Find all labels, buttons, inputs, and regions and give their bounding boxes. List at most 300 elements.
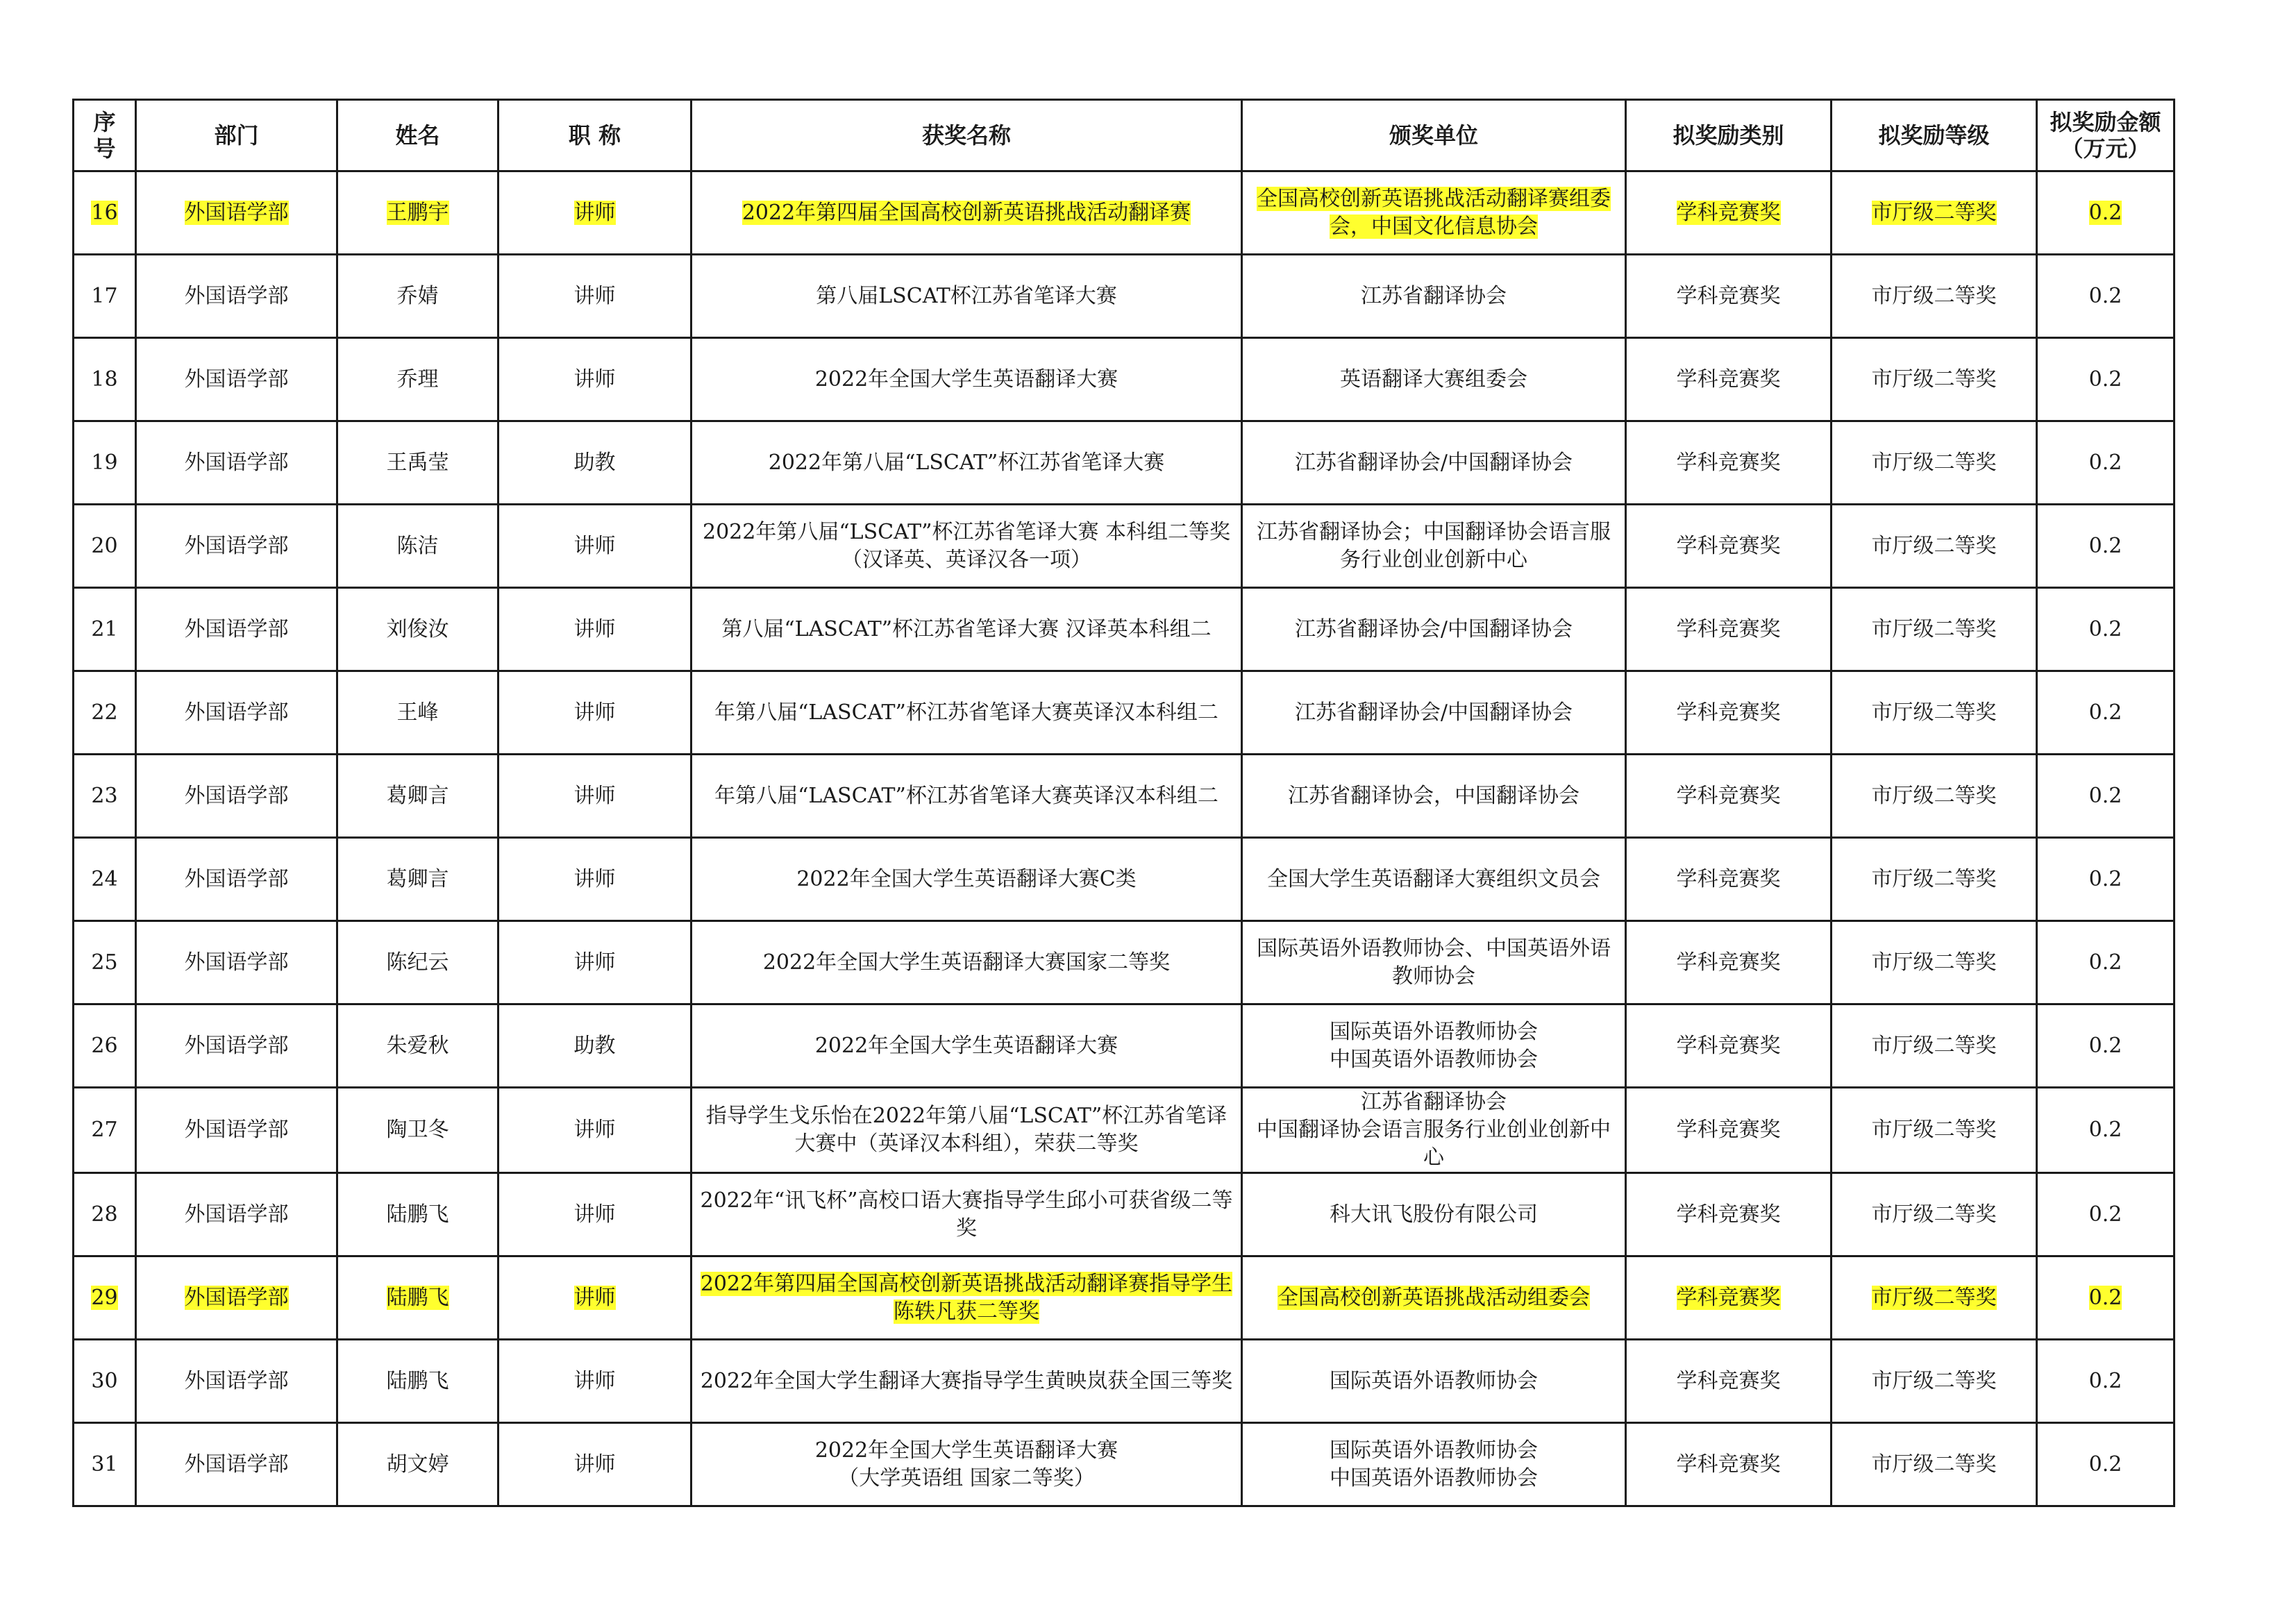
cell-issuer-text: 江苏省翻译协会 中国翻译协会语言服务行业创业创新中心 [1257,1090,1611,1170]
cell-dept [136,171,337,255]
cell-name [337,421,498,505]
cell-name-text: 陈纪云 [386,950,449,975]
cell-level [1832,671,2037,755]
cell-level-text: 市厅级二等奖 [1871,1202,1997,1227]
cell-dept [136,338,337,421]
cell-issuer [1242,505,1626,588]
cell-category-text: 学科竞赛奖 [1676,283,1781,308]
cell-title-text: 讲师 [573,783,616,808]
cell-dept-text: 外国语学部 [184,450,289,475]
cell-issuer-text: 江苏省翻译协会，中国翻译协会 [1288,783,1579,808]
cell-name [337,338,498,421]
cell-award-text: 2022年第八届“LSCAT”杯江苏省笔译大赛 [768,450,1165,475]
cell-amount [2037,1256,2175,1340]
header-row [74,100,2175,171]
cell-dept [136,588,337,671]
cell-level-text: 市厅级二等奖 [1871,1368,1997,1393]
cell-dept-text: 外国语学部 [184,1285,289,1310]
cell-name-text: 胡文婷 [386,1452,449,1477]
cell-amount-text: 0.2 [2088,866,2122,891]
cell-issuer-text: 全国高校创新英语挑战活动翻译赛组委会，中国文化信息协会 [1257,186,1611,239]
cell-amount-text: 0.2 [2088,450,2122,475]
cell-no-text: 30 [91,1368,118,1393]
cell-amount [2037,1004,2175,1088]
cell-title [498,755,692,838]
table-row [74,171,2175,255]
cell-award [692,171,1242,255]
cell-title [498,505,692,588]
cell-issuer-text: 全国高校创新英语挑战活动组委会 [1277,1285,1590,1310]
cell-dept [136,1256,337,1340]
table-row [74,1004,2175,1088]
cell-dept [136,1004,337,1088]
cell-name [337,1340,498,1423]
cell-level [1832,338,2037,421]
cell-dept [136,838,337,921]
cell-award-text: 2022年全国大学生英语翻译大赛 [814,1033,1118,1058]
cell-no-text: 29 [91,1285,118,1310]
cell-dept-text: 外国语学部 [184,866,289,891]
cell-no [74,255,136,338]
cell-level [1832,755,2037,838]
header-no: 序 号 [74,100,136,171]
cell-no-text: 21 [91,616,118,641]
cell-category-text: 学科竞赛奖 [1676,533,1781,558]
cell-dept [136,755,337,838]
cell-issuer-text: 江苏省翻译协会 [1361,283,1507,308]
cell-category-text: 学科竞赛奖 [1676,1033,1781,1058]
cell-title-text: 讲师 [573,700,616,725]
cell-title-text: 讲师 [573,283,616,308]
cell-title [498,588,692,671]
cell-category-text: 学科竞赛奖 [1676,450,1781,475]
cell-award-text: 2022年全国大学生英语翻译大赛 [814,367,1118,392]
cell-name [337,921,498,1004]
cell-issuer [1242,1256,1626,1340]
cell-dept-text: 外国语学部 [184,950,289,975]
cell-title [498,1256,692,1340]
cell-name-text: 陈洁 [396,533,439,558]
cell-category [1626,1340,1832,1423]
cell-level [1832,1088,2037,1173]
cell-name [337,255,498,338]
cell-award [692,1088,1242,1173]
cell-issuer [1242,1340,1626,1423]
cell-no-text: 27 [91,1118,118,1142]
cell-name [337,1256,498,1340]
cell-no-text: 16 [91,200,118,225]
cell-no-text: 23 [91,783,118,808]
cell-issuer [1242,171,1626,255]
cell-issuer-text: 江苏省翻译协会/中国翻译协会 [1294,700,1573,725]
cell-title-text: 讲师 [573,950,616,975]
cell-issuer-text: 国际英语外语教师协会 中国英语外语教师协会 [1330,1019,1538,1072]
cell-amount [2037,755,2175,838]
cell-award-text: 2022年全国大学生翻译大赛指导学生黄映岚获全国三等奖 [700,1368,1233,1393]
cell-dept-text: 外国语学部 [184,533,289,558]
cell-award-text: 2022年第八届“LSCAT”杯江苏省笔译大赛 本科组二等奖（汉译英、英译汉各一项） [702,519,1231,572]
cell-issuer [1242,921,1626,1004]
cell-category-text: 学科竞赛奖 [1676,616,1781,641]
cell-name [337,1173,498,1256]
cell-dept [136,255,337,338]
cell-no [74,1256,136,1340]
cell-amount-text: 0.2 [2088,950,2122,975]
cell-category [1626,255,1832,338]
cell-level [1832,1004,2037,1088]
cell-award [692,255,1242,338]
cell-issuer-text: 国际英语外语教师协会 中国英语外语教师协会 [1330,1438,1538,1490]
cell-level [1832,1423,2037,1506]
cell-issuer [1242,1423,1626,1506]
cell-level [1832,421,2037,505]
cell-title-text: 助教 [573,1033,616,1058]
cell-level-text: 市厅级二等奖 [1871,533,1997,558]
cell-amount-text: 0.2 [2088,616,2122,641]
cell-title-text: 讲师 [573,1452,616,1477]
cell-title-text: 讲师 [573,1285,616,1310]
cell-level-text: 市厅级二等奖 [1871,367,1997,392]
cell-level [1832,505,2037,588]
cell-name-text: 陶卫冬 [386,1118,449,1142]
cell-amount [2037,1173,2175,1256]
cell-issuer [1242,1004,1626,1088]
cell-title [498,1004,692,1088]
cell-award-text: 2022年第四届全国高校创新英语挑战活动翻译赛指导学生陈轶凡获二等奖 [700,1271,1233,1324]
cell-award [692,1423,1242,1506]
cell-award [692,1173,1242,1256]
cell-level-text: 市厅级二等奖 [1871,616,1997,641]
cell-category-text: 学科竞赛奖 [1676,950,1781,975]
cell-award-text: 2022年全国大学生英语翻译大赛国家二等奖 [762,950,1171,975]
cell-no [74,1088,136,1173]
cell-issuer-text: 江苏省翻译协会/中国翻译协会 [1294,450,1573,475]
cell-no-text: 26 [91,1033,118,1058]
cell-award [692,1004,1242,1088]
cell-no [74,921,136,1004]
cell-name-text: 朱爱秋 [386,1033,449,1058]
cell-level-text: 市厅级二等奖 [1871,1033,1997,1058]
cell-no [74,671,136,755]
cell-amount [2037,671,2175,755]
cell-amount [2037,171,2175,255]
cell-name-text: 王峰 [396,700,439,725]
cell-award-text: 第八届“LASCAT”杯江苏省笔译大赛 汉译英本科组二 [721,616,1212,641]
cell-level-text: 市厅级二等奖 [1871,783,1997,808]
cell-no [74,171,136,255]
cell-name [337,1423,498,1506]
cell-no-text: 20 [91,533,118,558]
cell-no [74,1004,136,1088]
cell-name-text: 王禹莹 [386,450,449,475]
cell-no [74,588,136,671]
cell-title [498,1423,692,1506]
cell-issuer [1242,338,1626,421]
cell-amount-text: 0.2 [2088,1452,2122,1477]
cell-no-text: 19 [91,450,118,475]
cell-category-text: 学科竞赛奖 [1676,1202,1781,1227]
cell-amount-text: 0.2 [2088,1118,2122,1142]
cell-category [1626,755,1832,838]
table-row [74,1340,2175,1423]
cell-amount-text: 0.2 [2088,367,2122,392]
cell-dept-text: 外国语学部 [184,783,289,808]
cell-amount-text: 0.2 [2088,200,2122,225]
cell-award [692,338,1242,421]
cell-no [74,1423,136,1506]
cell-category [1626,1256,1832,1340]
cell-title-text: 讲师 [573,200,616,225]
cell-name-text: 乔理 [396,367,439,392]
cell-award-text: 2022年第四届全国高校创新英语挑战活动翻译赛 [741,200,1191,225]
cell-title [498,671,692,755]
table-row [74,338,2175,421]
cell-issuer-text: 英语翻译大赛组委会 [1340,367,1527,392]
table-row [74,755,2175,838]
cell-dept-text: 外国语学部 [184,200,289,225]
cell-amount-text: 0.2 [2088,700,2122,725]
header-award: 获奖名称 [692,100,1242,171]
cell-title-text: 讲师 [573,616,616,641]
cell-award-text: 2022年“讯飞杯”高校口语大赛指导学生邱小可获省级二等奖 [700,1188,1233,1241]
cell-amount [2037,588,2175,671]
cell-level-text: 市厅级二等奖 [1871,1118,1997,1142]
cell-level-text: 市厅级二等奖 [1871,950,1997,975]
cell-issuer-text: 全国大学生英语翻译大赛组织文员会 [1267,866,1600,891]
cell-amount [2037,921,2175,1004]
cell-award-text: 年第八届“LASCAT”杯江苏省笔译大赛英译汉本科组二 [714,783,1218,808]
header-name: 姓名 [337,100,498,171]
cell-name-text: 刘俊汝 [386,616,449,641]
header-dept: 部门 [136,100,337,171]
cell-amount-text: 0.2 [2088,1033,2122,1058]
cell-title [498,1173,692,1256]
cell-level [1832,1173,2037,1256]
cell-issuer [1242,421,1626,505]
cell-name-text: 葛卿言 [386,866,449,891]
cell-title-text: 讲师 [573,1202,616,1227]
cell-level-text: 市厅级二等奖 [1871,1452,1997,1477]
cell-award [692,505,1242,588]
cell-level-text: 市厅级二等奖 [1871,200,1997,225]
cell-dept [136,421,337,505]
cell-issuer-text: 国际英语外语教师协会、中国英语外语教师协会 [1257,936,1611,989]
table-row [74,505,2175,588]
cell-no-text: 25 [91,950,118,975]
cell-amount-text: 0.2 [2088,1285,2122,1310]
cell-issuer [1242,1088,1626,1173]
cell-name-text: 陆鹏飞 [386,1285,449,1310]
table-row [74,671,2175,755]
cell-level-text: 市厅级二等奖 [1871,866,1997,891]
cell-dept [136,671,337,755]
cell-category-text: 学科竞赛奖 [1676,367,1781,392]
cell-level [1832,1340,2037,1423]
cell-title [498,1340,692,1423]
cell-category-text: 学科竞赛奖 [1676,1285,1781,1310]
cell-level [1832,255,2037,338]
cell-award-text: 年第八届“LASCAT”杯江苏省笔译大赛英译汉本科组二 [714,700,1218,725]
cell-dept [136,921,337,1004]
cell-category-text: 学科竞赛奖 [1676,1368,1781,1393]
cell-no-text: 31 [91,1452,118,1477]
cell-category-text: 学科竞赛奖 [1676,866,1781,891]
cell-award-text: 第八届LSCAT杯江苏省笔译大赛 [816,283,1117,308]
cell-level [1832,921,2037,1004]
cell-dept [136,505,337,588]
cell-category [1626,1173,1832,1256]
cell-title-text: 讲师 [573,1118,616,1142]
cell-amount [2037,421,2175,505]
cell-award [692,1340,1242,1423]
table-row [74,255,2175,338]
header-amount: 拟奖励金额 （万元） [2037,100,2175,171]
award-table-sheet [72,99,2173,1507]
cell-amount [2037,1423,2175,1506]
cell-no [74,421,136,505]
cell-amount [2037,1340,2175,1423]
cell-title-text: 助教 [573,450,616,475]
cell-amount [2037,1088,2175,1173]
cell-title [498,421,692,505]
header-category: 拟奖励类别 [1626,100,1832,171]
cell-amount-text: 0.2 [2088,1202,2122,1227]
cell-no [74,1173,136,1256]
cell-amount-text: 0.2 [2088,283,2122,308]
cell-issuer-text: 科大讯飞股份有限公司 [1330,1202,1538,1227]
cell-category [1626,921,1832,1004]
cell-dept [136,1423,337,1506]
table-row [74,921,2175,1004]
cell-level-text: 市厅级二等奖 [1871,283,1997,308]
cell-title-text: 讲师 [573,1368,616,1393]
cell-amount-text: 0.2 [2088,533,2122,558]
table-row [74,838,2175,921]
cell-category [1626,1423,1832,1506]
cell-title [498,171,692,255]
cell-level [1832,1256,2037,1340]
cell-award [692,671,1242,755]
table-row [74,1423,2175,1506]
cell-award [692,921,1242,1004]
cell-title [498,1088,692,1173]
cell-level-text: 市厅级二等奖 [1871,1285,1997,1310]
table-row [74,1256,2175,1340]
table-row [74,1173,2175,1256]
cell-name-text: 葛卿言 [386,783,449,808]
cell-amount-text: 0.2 [2088,1368,2122,1393]
cell-category [1626,671,1832,755]
cell-name [337,755,498,838]
cell-name [337,171,498,255]
cell-category [1626,421,1832,505]
cell-title [498,921,692,1004]
header-title: 职 称 [498,100,692,171]
cell-award [692,421,1242,505]
cell-dept [136,1340,337,1423]
cell-title [498,338,692,421]
cell-no [74,505,136,588]
cell-no-text: 28 [91,1202,118,1227]
cell-category-text: 学科竞赛奖 [1676,200,1781,225]
cell-amount-text: 0.2 [2088,783,2122,808]
cell-dept-text: 外国语学部 [184,1118,289,1142]
table-row [74,421,2175,505]
cell-category-text: 学科竞赛奖 [1676,700,1781,725]
cell-amount [2037,505,2175,588]
award-table [72,99,2175,1507]
cell-name-text: 陆鹏飞 [386,1202,449,1227]
cell-title [498,838,692,921]
cell-title [498,255,692,338]
cell-amount [2037,838,2175,921]
cell-category [1626,588,1832,671]
cell-name [337,671,498,755]
cell-category [1626,171,1832,255]
table-body [74,171,2175,1506]
cell-award [692,588,1242,671]
cell-category-text: 学科竞赛奖 [1676,783,1781,808]
cell-no-text: 24 [91,866,118,891]
cell-no-text: 22 [91,700,118,725]
cell-issuer [1242,1173,1626,1256]
table-row [74,1088,2175,1173]
cell-level [1832,838,2037,921]
cell-dept [136,1088,337,1173]
cell-issuer-text: 江苏省翻译协会/中国翻译协会 [1294,616,1573,641]
cell-award [692,838,1242,921]
cell-issuer-text: 国际英语外语教师协会 [1330,1368,1538,1393]
cell-title-text: 讲师 [573,533,616,558]
cell-category-text: 学科竞赛奖 [1676,1452,1781,1477]
cell-issuer [1242,671,1626,755]
cell-dept-text: 外国语学部 [184,1033,289,1058]
cell-level [1832,588,2037,671]
cell-no [74,755,136,838]
cell-award [692,755,1242,838]
cell-issuer [1242,588,1626,671]
cell-award-text: 指导学生戈乐怡在2022年第八届“LSCAT”杯江苏省笔译大赛中（英译汉本科组），荣获二等奖 [705,1104,1227,1156]
cell-issuer-text: 江苏省翻译协会；中国翻译协会语言服务行业创业创新中心 [1257,519,1611,572]
cell-title-text: 讲师 [573,367,616,392]
cell-level-text: 市厅级二等奖 [1871,700,1997,725]
header-level: 拟奖励等级 [1832,100,2037,171]
cell-issuer [1242,255,1626,338]
cell-award [692,1256,1242,1340]
cell-award-text: 2022年全国大学生英语翻译大赛C类 [796,866,1137,891]
cell-dept-text: 外国语学部 [184,616,289,641]
cell-award-text: 2022年全国大学生英语翻译大赛 （大学英语组 国家二等奖） [814,1438,1118,1490]
cell-category [1626,1004,1832,1088]
cell-name-text: 陆鹏飞 [386,1368,449,1393]
cell-amount [2037,338,2175,421]
cell-dept [136,1173,337,1256]
cell-category [1626,838,1832,921]
cell-name [337,1004,498,1088]
cell-dept-text: 外国语学部 [184,1202,289,1227]
cell-category [1626,505,1832,588]
cell-name [337,588,498,671]
header-issuer: 颁奖单位 [1242,100,1626,171]
cell-category [1626,338,1832,421]
cell-name [337,505,498,588]
cell-issuer [1242,838,1626,921]
cell-dept-text: 外国语学部 [184,1368,289,1393]
cell-name-text: 乔婧 [396,283,439,308]
cell-no [74,338,136,421]
cell-category-text: 学科竞赛奖 [1676,1118,1781,1142]
cell-dept-text: 外国语学部 [184,700,289,725]
